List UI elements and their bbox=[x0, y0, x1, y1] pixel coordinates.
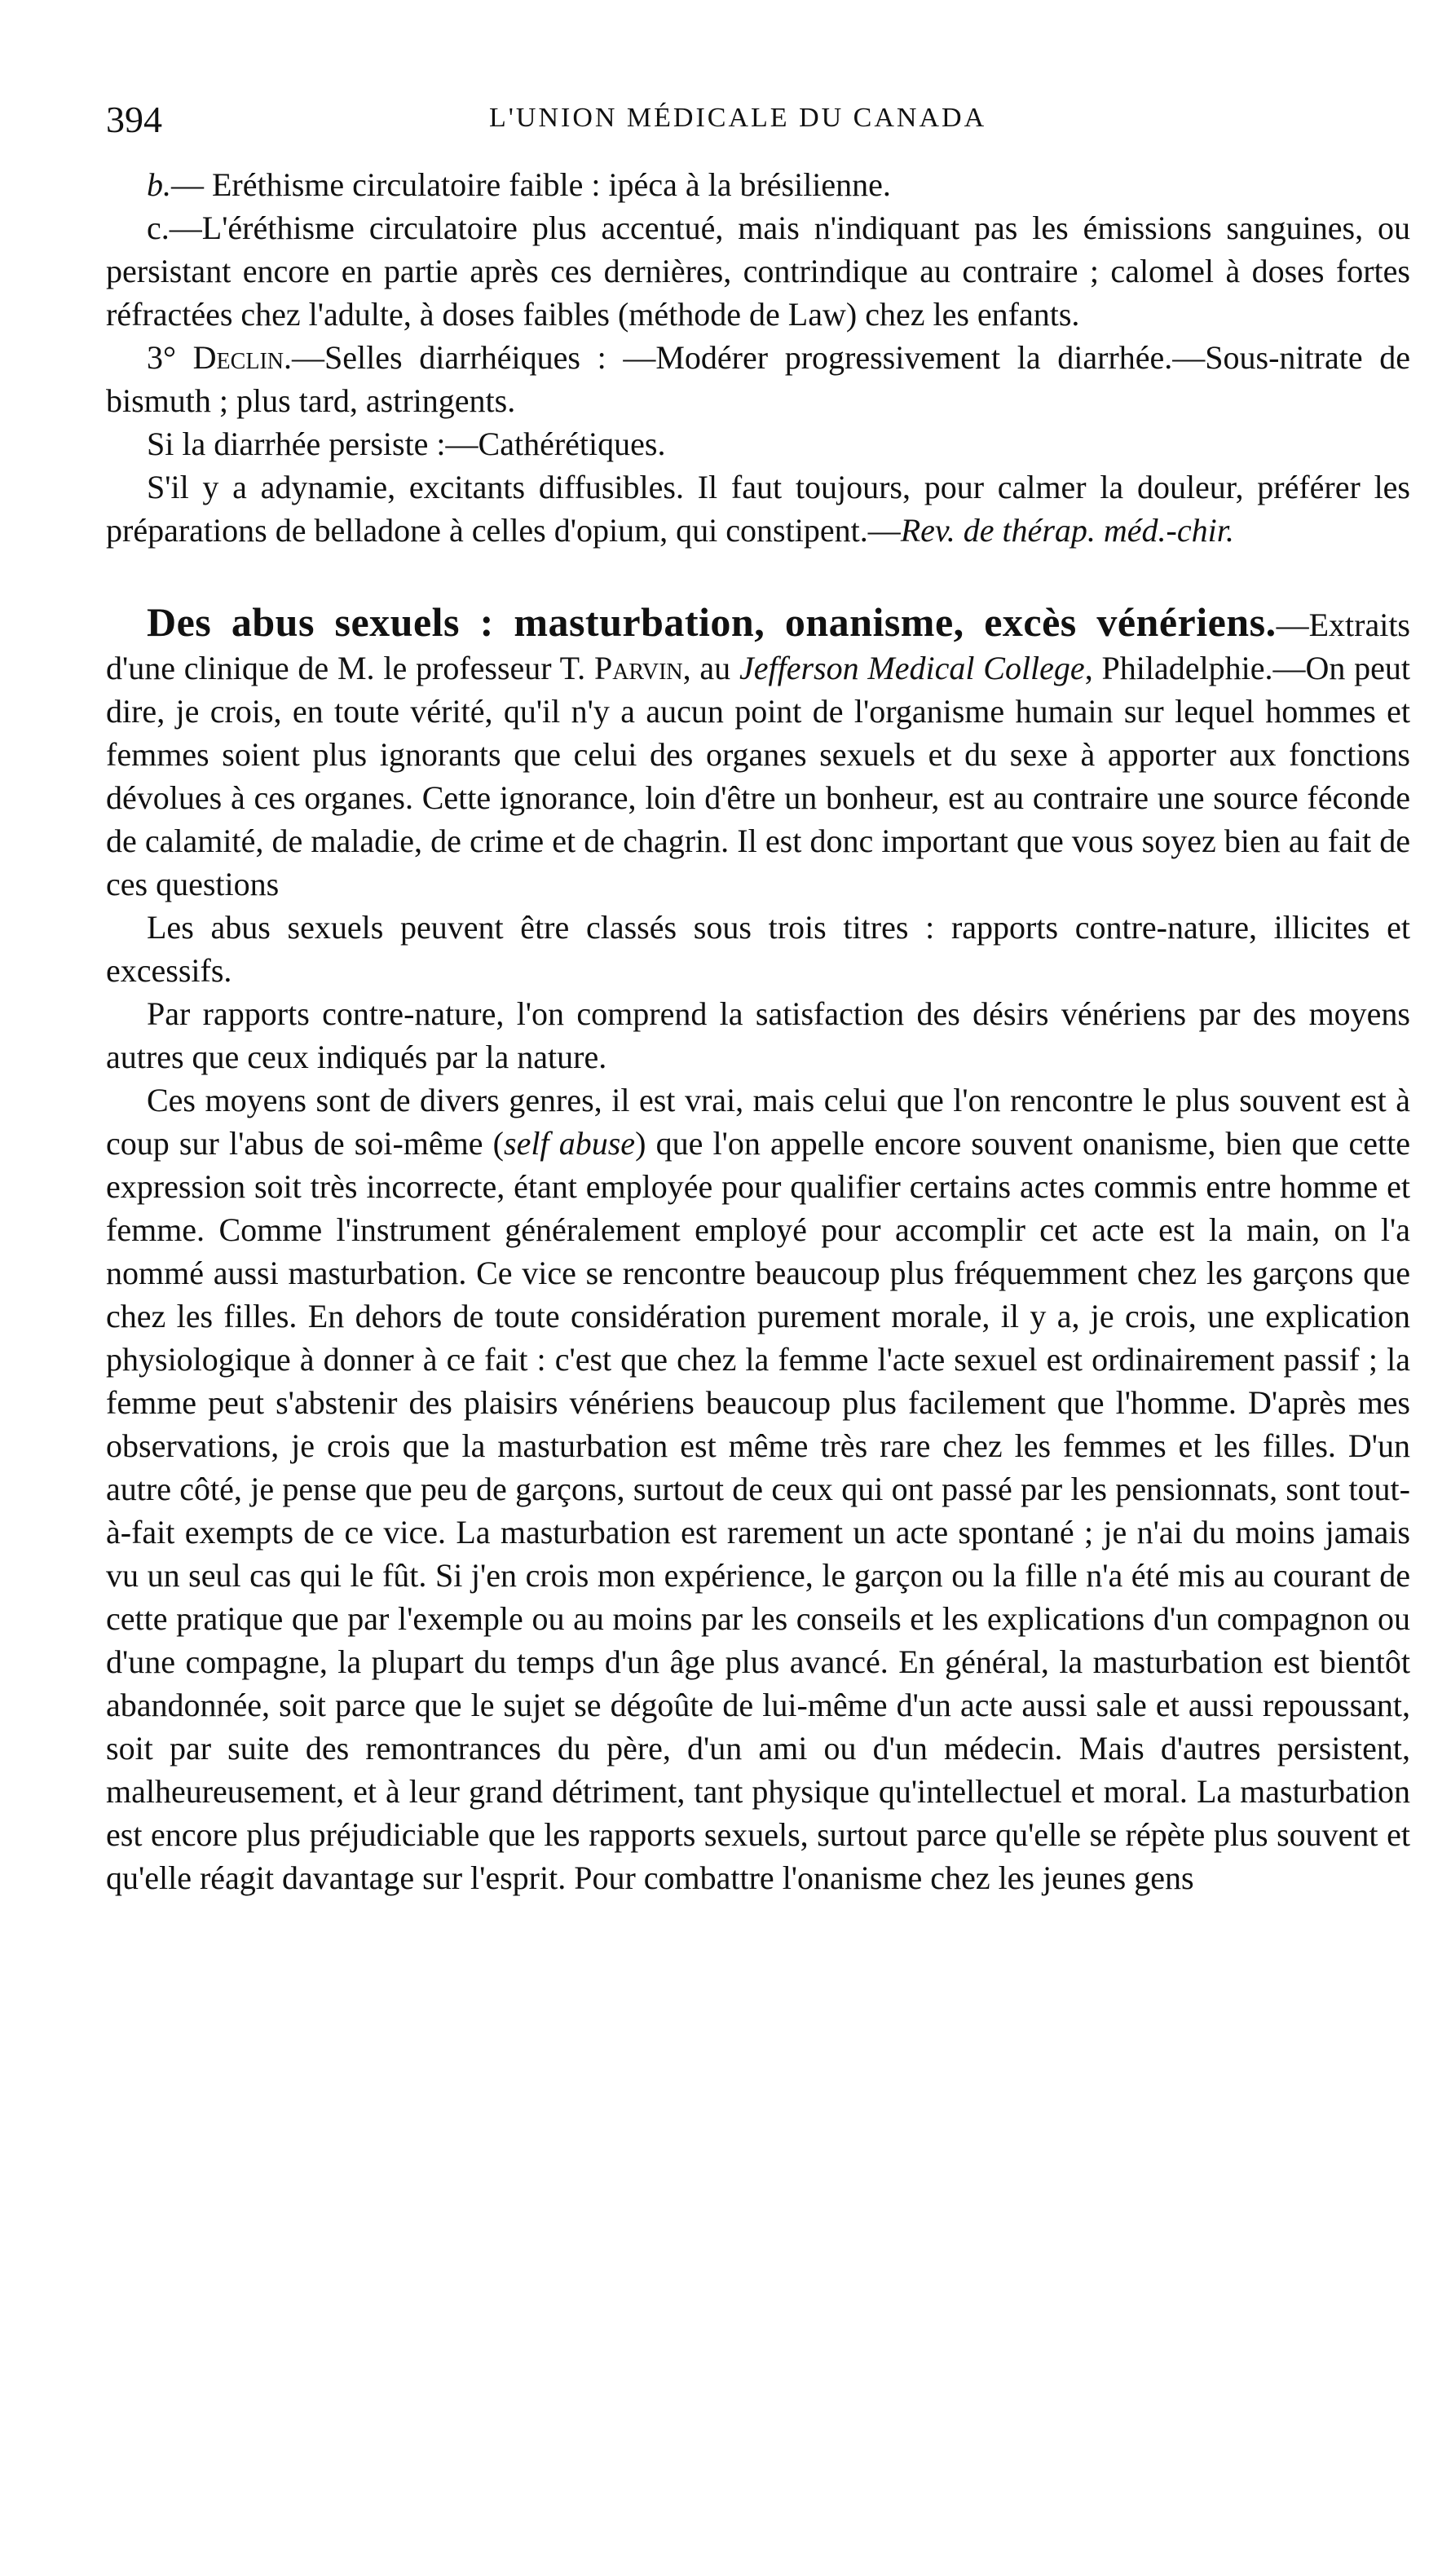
article-paragraph-4 bbox=[106, 1078, 1410, 1899]
item-c-text: —L'éréthisme circulatoire plus accentué, mais n'indiquant pas les émissions sanguines, ou persistant encore en partie après ces dernières, contrindique au contraire ; calomel à doses fortes réfractées chez l'adulte, à doses faibles (méthode de Law) chez les enfants. bbox=[106, 210, 1410, 333]
intro-post: , Philadelphie.—On peut dire, je crois, en toute vérité, qu'il n'y a aucun point de l'organisme humain sur lequel hommes et femmes soient plus ignorants que celui des organes sexuels et du sexe à apporter aux fonctions dévolues à ces organes. Cette ignorance, loin d'être un bonheur, est au contraire une source féconde de calamité, de maladie, de crime et de chagrin. Il est donc important que vous soyez bien au fait de ces questions bbox=[106, 650, 1411, 902]
p4-pre: Ces moyens sont de divers genres, il est vrai, mais celui que l'on rencontre le plus souvent est à coup sur l'abus de soi-même ( bbox=[106, 1082, 1410, 1162]
article-paragraph-3: Par rapports contre-nature, l'on comprend la satisfaction des désirs vénériens par des moyens autres que ceux indiqués par la nature. bbox=[106, 995, 1410, 1075]
p4-post: ) que l'on appelle encore souvent onanisme, bien que cette expression soit très incorrecte, étant employée pour qualifier certains actes commis entre homme et femme. Comme l'instrument généralement employé pour accomplir cet acte est la main, on l'a nommé aussi masturbation. Ce vice se rencontre beaucoup plus fréquemment chez les garçons que chez les filles. En dehors de toute considération purement morale, il y a, je crois, une explication physiologique à donner à ce fait : c'est que chez la femme l'acte sexuel est ordinairement passif ; la femme peut s'abstenir des plaisirs vénériens beaucoup plus facilement que l'homme. D'après mes observations, je crois que la masturbation est même très rare chez les femmes et les filles. D'un autre côté, je pense que peu de garçons, surtout de ceux qui ont passé par les pensionnats, sont tout-à-fait exempts de ce vice. La masturbation est rarement un acte spontané ; je n'ai du moins jamais vu un seul cas qui le fût. Si j'en crois mon expérience, le garçon ou la fille n'a été mis au courant de cette pratique que par l'exemple ou au moins par les conseils et les explications d'un compagnon ou d'une compagne, la plupart du temps d'un âge plus avancé. En général, la masturbation est bientôt abandonnée, soit parce que le sujet se dégoûte de lui-même d'un acte aussi sale et aussi repoussant, soit par suite des remontrances du père, d'un ami ou d'un médecin. Mais d'autres persistent, malheureusement, et à leur grand détriment, tant physique qu'intellectuel et moral. La masturbation est encore plus préjudiciable que les rapports sexuels, surtout parce qu'elle se répète plus souvent et qu'elle réagit davantage sur l'esprit. Pour combattre l'onanisme chez les jeunes gens bbox=[106, 1125, 1411, 1896]
item-b-text: — Eréthisme circulatoire faible : ipéca à la brésilienne. bbox=[171, 166, 891, 203]
professor-name: Parvin bbox=[593, 650, 683, 686]
therapy-item-b bbox=[106, 163, 1410, 206]
adynamie-source: Rev. de thérap. méd.-chir. bbox=[900, 512, 1234, 549]
article-section bbox=[106, 601, 1410, 1899]
section-gap bbox=[106, 552, 1410, 601]
page-number: 394 bbox=[106, 99, 162, 140]
page-header bbox=[106, 98, 1410, 163]
adynamie-text: S'il y a adynamie, excitants diffusibles. Il faut toujours, pour calmer la douleur, préférer les préparations de belladone à celles d'opium, qui constipent.— bbox=[106, 469, 1410, 549]
therapy-adynamie bbox=[106, 465, 1410, 552]
article-heading: Des abus sexuels : masturbation, onanisme, excès vénériens. bbox=[147, 599, 1277, 645]
item-c-label: c. bbox=[147, 210, 170, 246]
self-abuse-term: self abuse bbox=[504, 1125, 636, 1162]
therapy-section bbox=[106, 163, 1410, 552]
running-head: L'UNION MÉDICALE DU CANADA bbox=[489, 103, 987, 133]
article-paragraph-2: Les abus sexuels peuvent être classés sous trois titres : rapports contre-nature, illicites et excessifs. bbox=[106, 909, 1410, 989]
declin-label: Declin. bbox=[192, 339, 292, 376]
intro-mid: , au bbox=[682, 650, 739, 686]
intro-pre: —Extraits d'une clinique de M. le professeur T. bbox=[106, 607, 1410, 686]
therapy-persist: Si la diarrhée persiste :—Cathérétiques. bbox=[147, 426, 666, 462]
therapy-declin bbox=[106, 336, 1410, 422]
article-intro bbox=[106, 601, 1410, 906]
declin-number: 3° bbox=[147, 339, 176, 376]
book-page bbox=[106, 98, 1410, 1899]
college-name: Jefferson Medical College bbox=[739, 650, 1085, 686]
therapy-item-c bbox=[106, 206, 1410, 336]
item-b-label: b. bbox=[147, 166, 171, 203]
declin-text: —Selles diarrhéiques : —Modérer progressivement la diarrhée.—Sous-nitrate de bismuth ; plus tard, astringents. bbox=[106, 339, 1411, 419]
